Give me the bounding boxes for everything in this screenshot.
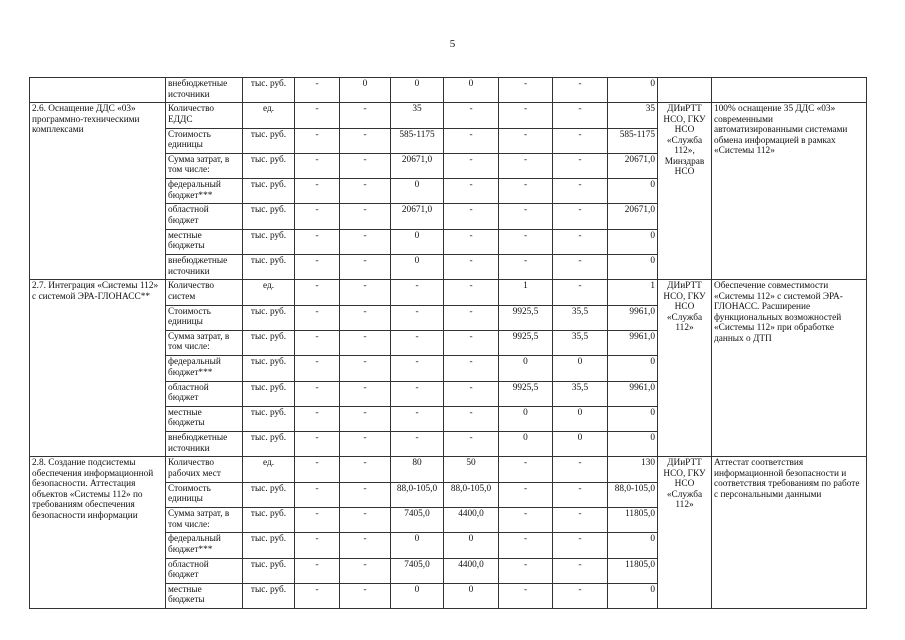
result-cell: Аттестат соответствия информационной безопасности и соответствия требованиям по работе с персональными данными — [712, 457, 867, 609]
page-number: 5 — [449, 38, 456, 50]
value-cell: - — [444, 229, 499, 254]
value-cell: - — [499, 128, 553, 153]
value-cell: 0 — [608, 583, 658, 608]
indicator-cell: Стоимость единицы — [166, 305, 243, 330]
value-cell: 9925,5 — [499, 381, 553, 406]
indicator-cell: Количество рабочих мест — [166, 457, 243, 482]
value-cell: 20671,0 — [391, 204, 444, 229]
value-cell: 7405,0 — [391, 558, 444, 583]
indicator-cell: местные бюджеты — [166, 583, 243, 608]
value-cell: - — [499, 508, 553, 533]
value-cell: - — [295, 153, 340, 178]
section-title: 2.7. Интеграция «Системы 112» с системой ЭРА-ГЛОНАСС** — [30, 280, 166, 457]
unit-cell: тыс. руб. — [243, 381, 295, 406]
value-cell: - — [444, 204, 499, 229]
value-cell: - — [444, 179, 499, 204]
value-cell: - — [499, 103, 553, 128]
value-cell: - — [553, 255, 608, 280]
value-cell: 1 — [499, 280, 553, 305]
value-cell: 0 — [499, 432, 553, 457]
value-cell: 9925,5 — [499, 330, 553, 355]
value-cell: - — [444, 381, 499, 406]
value-cell: 0 — [608, 229, 658, 254]
value-cell: - — [553, 78, 608, 103]
value-cell: - — [340, 457, 391, 482]
indicator-cell: Сумма затрат, в том числе: — [166, 508, 243, 533]
unit-cell: тыс. руб. — [243, 533, 295, 558]
value-cell: - — [553, 482, 608, 507]
value-cell: - — [340, 305, 391, 330]
unit-cell: тыс. руб. — [243, 356, 295, 381]
value-cell: - — [340, 381, 391, 406]
table-row — [30, 78, 867, 103]
table-row — [30, 457, 867, 482]
value-cell: 0 — [608, 432, 658, 457]
value-cell: 0 — [444, 533, 499, 558]
value-cell: - — [340, 103, 391, 128]
value-cell: 20671,0 — [608, 204, 658, 229]
value-cell: 35,5 — [553, 381, 608, 406]
value-cell: - — [340, 179, 391, 204]
value-cell: - — [295, 255, 340, 280]
value-cell: - — [444, 153, 499, 178]
value-cell: - — [295, 432, 340, 457]
value-cell: - — [391, 356, 444, 381]
indicator-cell: внебюджетные источники — [166, 255, 243, 280]
value-cell: - — [340, 482, 391, 507]
unit-cell: ед. — [243, 457, 295, 482]
value-cell: - — [340, 533, 391, 558]
value-cell: 7405,0 — [391, 508, 444, 533]
value-cell: 0 — [608, 78, 658, 103]
value-cell: - — [295, 583, 340, 608]
value-cell: 20671,0 — [391, 153, 444, 178]
unit-cell: тыс. руб. — [243, 330, 295, 355]
value-cell: - — [295, 204, 340, 229]
value-cell: - — [499, 204, 553, 229]
indicator-cell: местные бюджеты — [166, 406, 243, 431]
value-cell: 35 — [608, 103, 658, 128]
value-cell: - — [444, 406, 499, 431]
value-cell: - — [340, 330, 391, 355]
unit-cell: тыс. руб. — [243, 255, 295, 280]
value-cell: - — [340, 432, 391, 457]
value-cell: 0 — [553, 432, 608, 457]
value-cell: 50 — [444, 457, 499, 482]
unit-cell: тыс. руб. — [243, 432, 295, 457]
executor-cell: ДИиРТТ НСО, ГКУ НСО «Служба 112» — [658, 457, 712, 609]
value-cell: 130 — [608, 457, 658, 482]
value-cell: 11805,0 — [608, 558, 658, 583]
value-cell: - — [553, 229, 608, 254]
value-cell: - — [553, 103, 608, 128]
executor-cell: ДИиРТТ НСО, ГКУ НСО «Служба 112», Минздрав НСО — [658, 103, 712, 280]
value-cell: - — [444, 330, 499, 355]
result-cell-continued — [712, 78, 867, 103]
value-cell: 0 — [391, 533, 444, 558]
unit-cell: тыс. руб. — [243, 406, 295, 431]
value-cell: - — [553, 128, 608, 153]
value-cell: - — [553, 153, 608, 178]
value-cell: - — [444, 356, 499, 381]
value-cell: - — [391, 406, 444, 431]
value-cell: - — [499, 78, 553, 103]
value-cell: 0 — [553, 356, 608, 381]
value-cell: - — [340, 280, 391, 305]
indicator-cell: областной бюджет — [166, 204, 243, 229]
value-cell: - — [295, 533, 340, 558]
value-cell: 88,0-105,0 — [608, 482, 658, 507]
value-cell: - — [444, 103, 499, 128]
table-row — [30, 103, 867, 128]
value-cell: - — [295, 103, 340, 128]
value-cell: - — [391, 330, 444, 355]
value-cell: 0 — [608, 255, 658, 280]
value-cell: 88,0-105,0 — [444, 482, 499, 507]
value-cell: - — [391, 432, 444, 457]
unit-cell: тыс. руб. — [243, 305, 295, 330]
value-cell: - — [295, 330, 340, 355]
unit-cell: тыс. руб. — [243, 153, 295, 178]
table-row — [30, 280, 867, 305]
value-cell: - — [553, 280, 608, 305]
value-cell: - — [295, 558, 340, 583]
value-cell: - — [391, 381, 444, 406]
section-title: 2.6. Оснащение ДДС «03» программно-техническими комплексами — [30, 103, 166, 280]
title-cell-continued — [30, 78, 166, 103]
indicator-cell: федеральный бюджет*** — [166, 356, 243, 381]
result-cell: 100% оснащение 35 ДДС «03» современными автоматизированными системами обмена информацией в рамках «Системы 112» — [712, 103, 867, 280]
value-cell: - — [340, 406, 391, 431]
indicator-cell: Количество систем — [166, 280, 243, 305]
indicator-cell: Стоимость единицы — [166, 128, 243, 153]
value-cell: 0 — [340, 78, 391, 103]
value-cell: 0 — [391, 255, 444, 280]
value-cell: - — [295, 305, 340, 330]
unit-cell: тыс. руб. — [243, 482, 295, 507]
value-cell: 20671,0 — [608, 153, 658, 178]
value-cell: - — [295, 128, 340, 153]
value-cell: - — [295, 179, 340, 204]
value-cell: - — [295, 229, 340, 254]
value-cell: 0 — [391, 583, 444, 608]
value-cell: 0 — [608, 356, 658, 381]
value-cell: - — [499, 482, 553, 507]
unit-cell: тыс. руб. — [243, 229, 295, 254]
indicator-cell: местные бюджеты — [166, 229, 243, 254]
unit-cell: тыс. руб. — [243, 78, 295, 103]
value-cell: - — [340, 508, 391, 533]
value-cell: - — [340, 153, 391, 178]
value-cell: - — [444, 128, 499, 153]
value-cell: - — [553, 204, 608, 229]
value-cell: - — [499, 583, 553, 608]
unit-cell: ед. — [243, 103, 295, 128]
indicator-cell: федеральный бюджет*** — [166, 533, 243, 558]
value-cell: 0 — [553, 406, 608, 431]
value-cell: 9961,0 — [608, 381, 658, 406]
value-cell: - — [340, 229, 391, 254]
value-cell: - — [499, 558, 553, 583]
unit-cell: ед. — [243, 280, 295, 305]
program-table — [29, 77, 867, 609]
value-cell: 4400,0 — [444, 508, 499, 533]
value-cell: - — [340, 128, 391, 153]
value-cell: - — [295, 457, 340, 482]
value-cell: - — [553, 179, 608, 204]
value-cell: 0 — [608, 533, 658, 558]
value-cell: - — [553, 508, 608, 533]
value-cell: - — [391, 280, 444, 305]
value-cell: - — [444, 255, 499, 280]
value-cell: - — [295, 381, 340, 406]
unit-cell: тыс. руб. — [243, 204, 295, 229]
section-title: 2.8. Создание подсистемы обеспечения информационной безопасности. Аттестация объектов «Системы 112» по требованиям обеспечения безопасности информации — [30, 457, 166, 609]
value-cell: - — [340, 255, 391, 280]
indicator-cell: внебюджетные источники — [166, 78, 243, 103]
value-cell: - — [499, 153, 553, 178]
value-cell: - — [295, 508, 340, 533]
unit-cell: тыс. руб. — [243, 558, 295, 583]
value-cell: - — [553, 583, 608, 608]
unit-cell: тыс. руб. — [243, 508, 295, 533]
value-cell: - — [553, 457, 608, 482]
value-cell: - — [444, 305, 499, 330]
unit-cell: тыс. руб. — [243, 128, 295, 153]
value-cell: 80 — [391, 457, 444, 482]
executor-cell-continued — [658, 78, 712, 103]
value-cell: - — [499, 533, 553, 558]
value-cell: 0 — [608, 179, 658, 204]
value-cell: - — [391, 305, 444, 330]
unit-cell: тыс. руб. — [243, 179, 295, 204]
value-cell: 585-1175 — [391, 128, 444, 153]
value-cell: 35,5 — [553, 305, 608, 330]
value-cell: - — [499, 457, 553, 482]
value-cell: 9925,5 — [499, 305, 553, 330]
value-cell: 0 — [444, 78, 499, 103]
value-cell: - — [444, 432, 499, 457]
indicator-cell: федеральный бюджет*** — [166, 179, 243, 204]
value-cell: - — [295, 406, 340, 431]
indicator-cell: Стоимость единицы — [166, 482, 243, 507]
value-cell: - — [340, 558, 391, 583]
value-cell: - — [553, 558, 608, 583]
value-cell: - — [444, 280, 499, 305]
value-cell: 1 — [608, 280, 658, 305]
value-cell: 9961,0 — [608, 330, 658, 355]
value-cell: 0 — [499, 356, 553, 381]
unit-cell: тыс. руб. — [243, 583, 295, 608]
indicator-cell: внебюджетные источники — [166, 432, 243, 457]
value-cell: - — [340, 204, 391, 229]
value-cell: - — [553, 533, 608, 558]
value-cell: - — [295, 356, 340, 381]
value-cell: - — [499, 255, 553, 280]
value-cell: - — [340, 356, 391, 381]
indicator-cell: Количество ЕДДС — [166, 103, 243, 128]
value-cell: 9961,0 — [608, 305, 658, 330]
value-cell: 0 — [608, 406, 658, 431]
value-cell: 88,0-105,0 — [391, 482, 444, 507]
result-cell: Обеспечение совместимости «Системы 112» с системой ЭРА-ГЛОНАСС. Расширение функциональных возможностей «Системы 112» при обработке данных о ДТП — [712, 280, 867, 457]
value-cell: - — [295, 78, 340, 103]
indicator-cell: Сумма затрат, в том числе: — [166, 330, 243, 355]
indicator-cell: областной бюджет — [166, 558, 243, 583]
value-cell: 0 — [444, 583, 499, 608]
value-cell: - — [499, 179, 553, 204]
value-cell: 0 — [391, 179, 444, 204]
value-cell: - — [295, 482, 340, 507]
value-cell: 0 — [391, 229, 444, 254]
value-cell: - — [340, 583, 391, 608]
value-cell: 35,5 — [553, 330, 608, 355]
executor-cell: ДИиРТТ НСО, ГКУ НСО «Служба 112» — [658, 280, 712, 457]
value-cell: - — [499, 229, 553, 254]
value-cell: 0 — [499, 406, 553, 431]
value-cell: 11805,0 — [608, 508, 658, 533]
indicator-cell: областной бюджет — [166, 381, 243, 406]
value-cell: 0 — [391, 78, 444, 103]
value-cell: - — [295, 280, 340, 305]
value-cell: 4400,0 — [444, 558, 499, 583]
value-cell: 585-1175 — [608, 128, 658, 153]
value-cell: 35 — [391, 103, 444, 128]
indicator-cell: Сумма затрат, в том числе: — [166, 153, 243, 178]
